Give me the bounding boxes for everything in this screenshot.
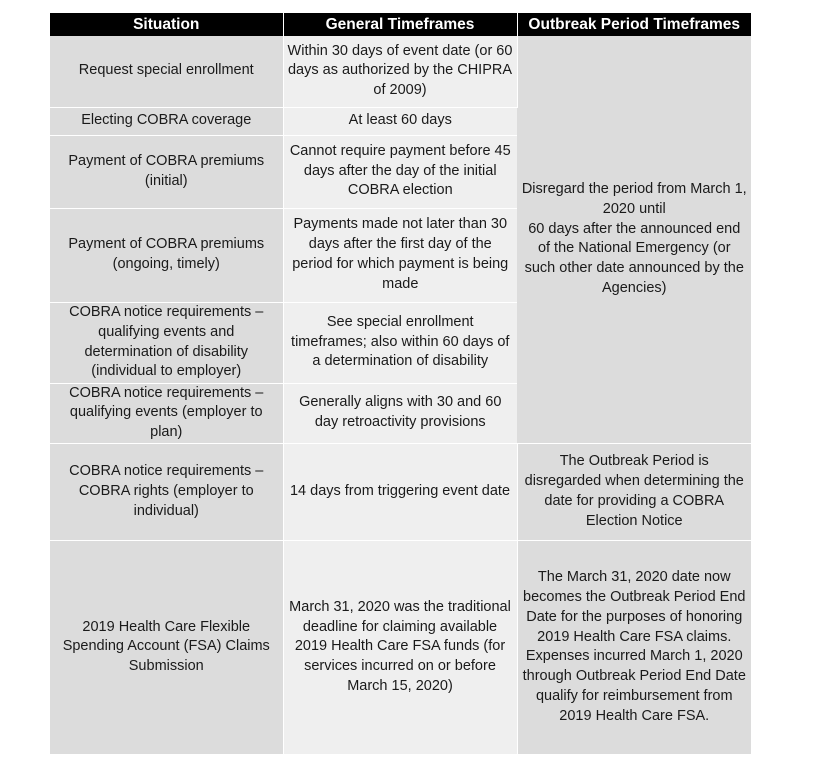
table-row xyxy=(50,443,751,540)
general-timeframe-cell: Cannot require payment before 45 days after the day of the initial COBRA election xyxy=(283,135,517,208)
header-general-timeframes: General Timeframes xyxy=(283,13,517,36)
situation-cell: COBRA notice requirements – qualifying events and determination of disability (individual to employer) xyxy=(50,302,283,383)
general-timeframe-cell: Within 30 days of event date (or 60 days as authorized by the CHIPRA of 2009) xyxy=(283,36,517,107)
table-row xyxy=(50,36,751,107)
outbreak-timeframe-merged-cell xyxy=(517,36,751,443)
outbreak-timeframe-cell: The Outbreak Period is disregarded when determining the date for providing a COBRA Election Notice xyxy=(517,443,751,540)
timeframes-table xyxy=(50,13,751,755)
header-outbreak-timeframes: Outbreak Period Timeframes xyxy=(517,13,751,36)
general-timeframe-cell: Payments made not later than 30 days after the first day of the period for which payment is being made xyxy=(283,208,517,302)
situation-cell: COBRA notice requirements – COBRA rights (employer to individual) xyxy=(50,443,283,540)
situation-cell: 2019 Health Care Flexible Spending Account (FSA) Claims Submission xyxy=(50,540,283,754)
general-timeframe-cell: March 31, 2020 was the traditional deadline for claiming available 2019 Health Care FSA funds (for services incurred on or before March 15, 2020) xyxy=(283,540,517,754)
general-timeframe-cell: At least 60 days xyxy=(283,107,517,135)
general-timeframe-cell: 14 days from triggering event date xyxy=(283,443,517,540)
situation-cell: Request special enrollment xyxy=(50,36,283,107)
situation-cell: COBRA notice requirements – qualifying events (employer to plan) xyxy=(50,383,283,443)
situation-cell: Payment of COBRA premiums (initial) xyxy=(50,135,283,208)
situation-cell: Electing COBRA coverage xyxy=(50,107,283,135)
general-timeframe-cell: Generally aligns with 30 and 60 day retroactivity provisions xyxy=(283,383,517,443)
header-row xyxy=(50,13,751,36)
outbreak-merged-line2: 60 days after the announced end of the National Emergency (or such other date announced by the Agencies) xyxy=(524,220,744,297)
situation-cell: Payment of COBRA premiums (ongoing, timely) xyxy=(50,208,283,302)
outbreak-timeframe-cell: The March 31, 2020 date now becomes the Outbreak Period End Date for the purposes of honoring 2019 Health Care FSA claims. Expenses incurred March 1, 2020 through Outbreak Period End Date qualify for reimbursement from 2019 Health Care FSA. xyxy=(517,540,751,754)
outbreak-merged-line1: Disregard the period from March 1, 2020 until xyxy=(521,181,747,217)
table-row xyxy=(50,540,751,754)
general-timeframe-cell: See special enrollment timeframes; also within 60 days of a determination of disability xyxy=(283,302,517,383)
header-situation: Situation xyxy=(50,13,283,36)
